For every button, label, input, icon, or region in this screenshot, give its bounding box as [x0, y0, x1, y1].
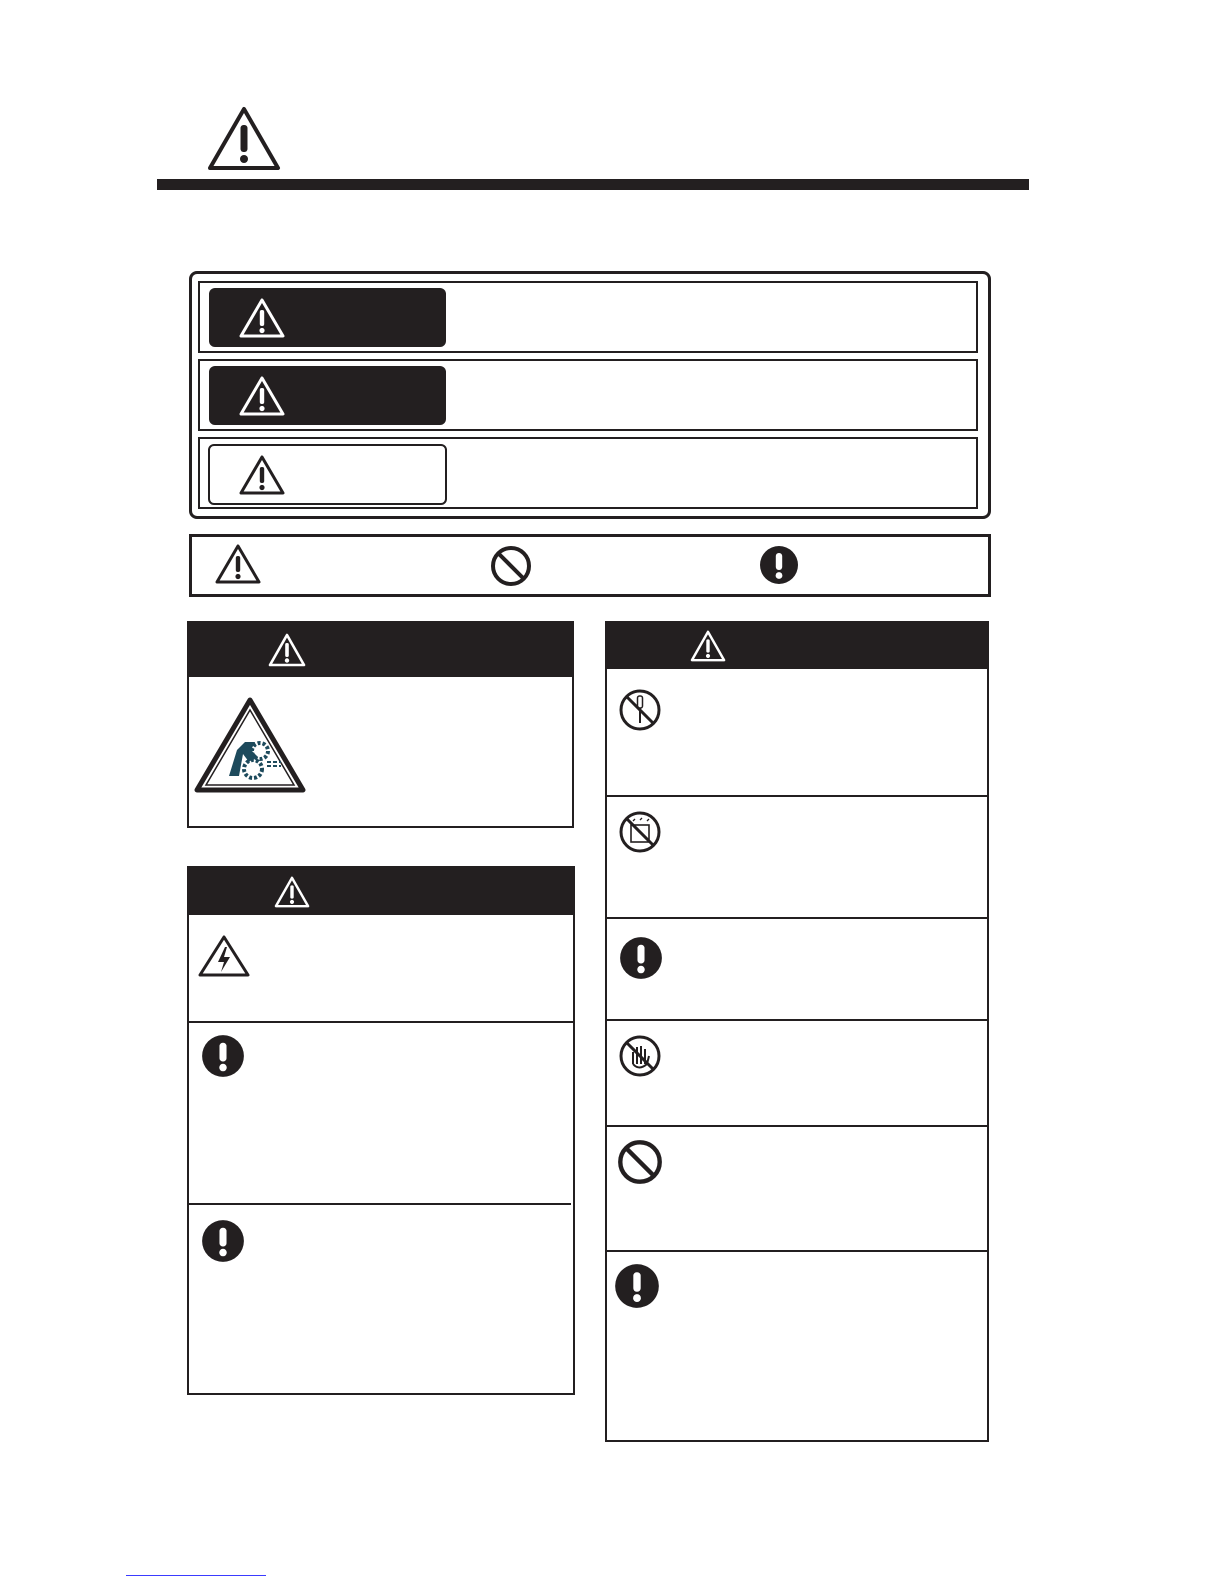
page-heading-icon — [207, 105, 281, 171]
panel-right-divider-1 — [607, 795, 987, 797]
prohibition-icon — [617, 1139, 663, 1185]
no-disassembly-icon — [618, 688, 662, 732]
mandatory-action-icon — [619, 936, 663, 980]
prohibition-icon — [490, 545, 532, 587]
panel-right-divider-4 — [607, 1125, 987, 1127]
mandatory-action-icon — [614, 1263, 660, 1309]
panel-right-header — [607, 623, 987, 669]
panel-left-bottom-header — [189, 868, 573, 915]
entanglement-hazard-icon — [193, 696, 307, 794]
warning-triangle-icon — [689, 629, 727, 663]
warning-label-box — [209, 366, 446, 425]
panel-right-divider-3 — [607, 1019, 988, 1021]
warning-triangle-icon — [207, 105, 281, 171]
warning-triangle-icon — [273, 875, 311, 909]
warning-triangle-icon — [238, 454, 286, 496]
panel-right-divider-2 — [607, 917, 988, 919]
panel-right — [605, 621, 989, 1442]
footer-link[interactable] — [126, 1557, 266, 1577]
warning-triangle-icon — [238, 375, 286, 417]
warning-triangle-icon — [267, 632, 307, 668]
no-water-icon — [618, 810, 662, 854]
warning-triangle-icon — [238, 297, 286, 339]
panel-left-bottom-divider-1 — [189, 1021, 573, 1023]
danger-label-box — [209, 288, 446, 347]
symbol-key-bar — [189, 534, 991, 597]
panel-left-bottom-divider-2 — [189, 1203, 571, 1205]
footer-link-underline — [126, 1575, 266, 1576]
electric-shock-icon — [197, 934, 251, 978]
panel-right-divider-5 — [607, 1250, 987, 1252]
mandatory-action-icon — [201, 1034, 245, 1078]
caution-label-box — [208, 444, 447, 505]
title-rule — [157, 179, 1029, 190]
panel-left-top-header — [189, 623, 572, 677]
mandatory-action-icon — [759, 545, 799, 585]
warning-triangle-icon — [214, 543, 262, 585]
no-wet-hands-icon — [618, 1034, 662, 1078]
mandatory-action-icon — [201, 1219, 245, 1263]
